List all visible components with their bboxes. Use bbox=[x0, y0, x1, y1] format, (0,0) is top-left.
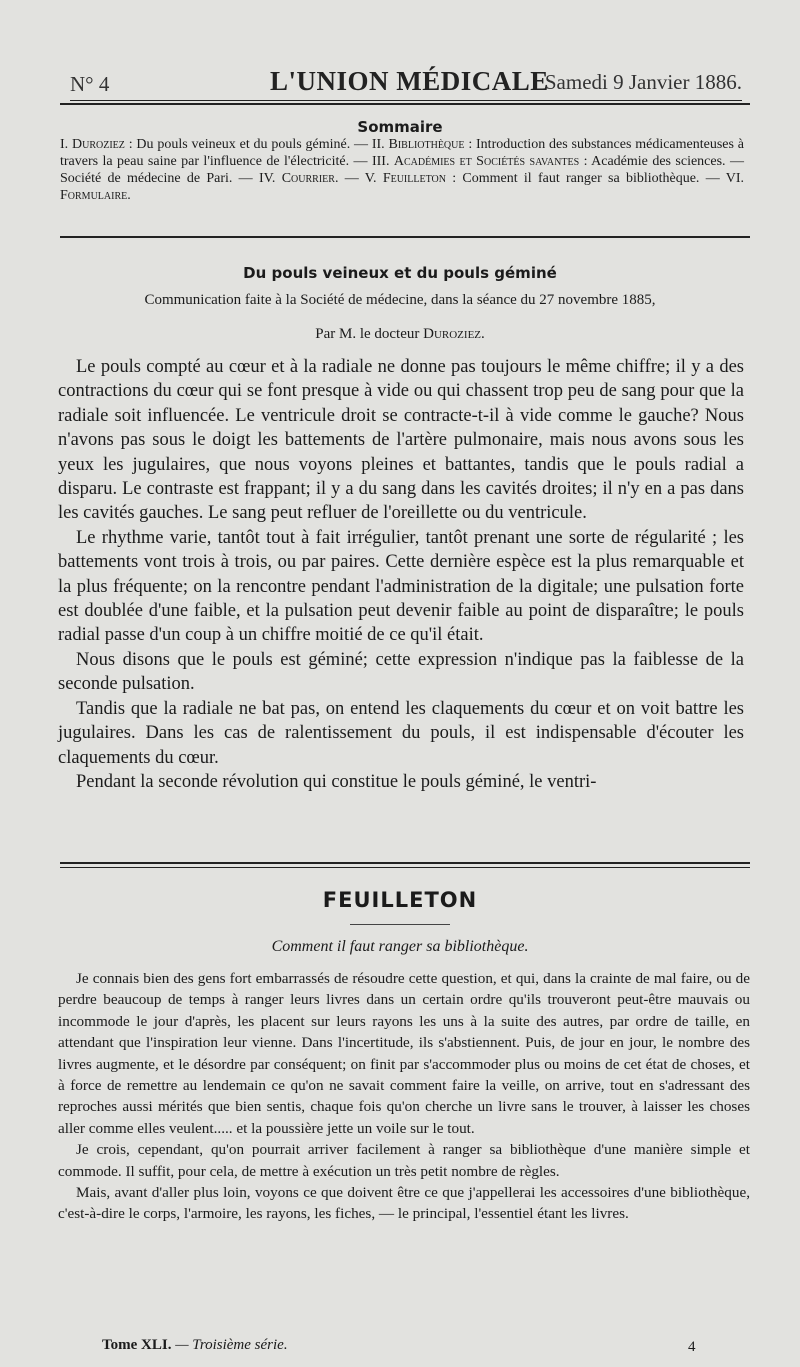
sommaire-i-text: : Du pouls veineux et du pouls géminé. — II. bbox=[124, 137, 389, 152]
masthead-divider-thick bbox=[60, 103, 750, 105]
journal-title: L'UNION MÉDICALE bbox=[270, 66, 549, 96]
sommaire-i-name: Duroziez bbox=[71, 137, 125, 152]
article-communication: Communication faite à la Société de médecine, dans la séance du 27 novembre 1885, bbox=[144, 292, 656, 308]
article-paragraph: Tandis que la radiale ne bat pas, on entend les claquements du cœur et on voit battre les jugulaires. Dans les cas de ralentissement du pouls, il est indispensable d'écouter les claquements du cœur. bbox=[58, 698, 744, 768]
sommaire-v-text: : Comment il faut ranger sa bibliothèque. — VI. bbox=[445, 171, 744, 186]
sommaire-vi-text: . bbox=[127, 188, 131, 203]
issue-number: N° 4 bbox=[70, 72, 110, 96]
article-title: Du pouls veineux et du pouls géminé bbox=[243, 264, 557, 282]
article-body bbox=[58, 355, 744, 794]
feuilleton-body bbox=[58, 968, 750, 1225]
sommaire-divider bbox=[60, 236, 750, 238]
author-name: Duroziez bbox=[423, 326, 482, 342]
sommaire-iv-label: Courrier bbox=[281, 171, 335, 186]
sommaire-ii-label: Bibliothèque bbox=[388, 137, 465, 152]
feuilleton-subtitle: Comment il faut ranger sa bibliothèque. bbox=[271, 938, 529, 955]
masthead bbox=[70, 62, 742, 98]
footer-tome: Tome XLI. bbox=[102, 1337, 172, 1353]
author-prefix: Par M. le docteur bbox=[315, 326, 424, 342]
sommaire-v-label: Feuilleton bbox=[382, 171, 446, 186]
issue-date: Samedi 9 Janvier 1886. bbox=[544, 70, 742, 94]
author-suffix: . bbox=[481, 326, 485, 342]
footer-volume bbox=[102, 1337, 288, 1354]
feuilleton-divider bbox=[60, 862, 750, 868]
article-paragraph: Pendant la seconde révolution qui constitue le pouls géminé, le ventri- bbox=[76, 771, 597, 792]
article-author bbox=[0, 326, 800, 343]
sommaire-ii-text: : Introduction des substances médicamenteuses à travers la peau saine par l'influence de l'électricité. — III. bbox=[60, 137, 744, 169]
feuilleton-paragraph: Je connais bien des gens fort embarrassés de résoudre cette question, et qui, dans la crainte de mal faire, ou de perdre beaucoup de temps à ranger leurs livres dans un certain ordre qu'ils trouveront peut-être mauvais ou incommode le jour d'après, les placent sur leurs rayons les uns à la suite des autres, par ordre de taille, en attendant que l'inspiration leur vienne. Dans l'incertitude, ils s'abstiennent. Puis, de jour en jour, le nombre des livres augmente, et le désordre par conséquent; on finit par s'accommoder plus ou moins de cet état de choses, et à force de remettre au lendemain ce qu'on ne savait comment faire la veille, on arrive, tout en s'adressant des reproches aussi mérités que bien sentis, chaque fois qu'on cherche un livre sans le trouver, à laisser les choses aller comme elles veulent..... et la poussière jette un voile sur le tout. bbox=[58, 970, 750, 1137]
article-paragraph: Nous disons que le pouls est géminé; cette expression n'indique pas la faiblesse de la seconde pulsation. bbox=[58, 649, 744, 695]
sommaire-iii-text: : Académie des sciences. — Société de médecine de Pari. — IV. bbox=[60, 154, 744, 186]
footer-series: — Troisième série. bbox=[171, 1337, 288, 1353]
sommaire-i-num: I. bbox=[60, 137, 72, 152]
article-paragraph: Le pouls compté au cœur et à la radiale ne donne pas toujours le même chiffre; il y a des contractions du cœur qui se font presque à vide ou qui chassent trop peu de sang pour que la radiale soit influencée. Le ventricule droit se contracte-t-il à vide comme le gauche? Nous n'avons pas sous le doigt les battements de l'artère pulmonaire, mais nous avons sous les yeux les jugulaires, que nous voyons pleines et battantes, tandis que le pouls radial a disparu. Le contraste est frappant; il y a du sang dans les cavités droites; il n'y en a pas dans les cavités gauches. Le sang peut refluer de l'oreillette ou du ventricule. bbox=[58, 357, 744, 524]
footer-page-number: 4 bbox=[688, 1339, 696, 1355]
masthead-divider bbox=[70, 100, 742, 101]
feuilleton-title-rule bbox=[350, 924, 450, 925]
sommaire-heading: Sommaire bbox=[357, 118, 443, 136]
sommaire-iii-label: Académies et Sociétés savantes bbox=[393, 154, 580, 169]
sommaire-contents bbox=[60, 136, 744, 204]
sommaire-iv-text: . — V. bbox=[334, 171, 383, 186]
feuilleton-paragraph: Mais, avant d'aller plus loin, voyons ce que doivent être ce que j'appellerai les accessoires d'une bibliothèque, c'est-à-dire le corps, l'armoire, les rayons, les fiches, — le principal, l'essentiel étant les livres. bbox=[58, 1184, 750, 1223]
feuilleton-title: FEUILLETON bbox=[322, 888, 478, 912]
feuilleton-paragraph: Je crois, cependant, qu'on pourrait arriver facilement à ranger sa bibliothèque d'une manière simple et commode. Il suffit, pour cela, de mettre à exécution un très petit nombre de règles. bbox=[58, 1141, 750, 1180]
sommaire-vi-label: Formulaire bbox=[60, 188, 128, 203]
article-paragraph: Le rhythme varie, tantôt tout à fait irrégulier, tantôt prenant une sorte de régularité ; les battements vont trois à trois, ou par paires. Cette dernière espèce est la plus remarquable et la plus fréquente; on la rencontre pendant l'administration de la digitale; une pulsation forte est doublée d'une faible, et la pulsation peut devenir faible au point de disparaître; le pouls radial passe d'un coup à un chiffre moitié de ce qu'il était. bbox=[58, 527, 744, 646]
